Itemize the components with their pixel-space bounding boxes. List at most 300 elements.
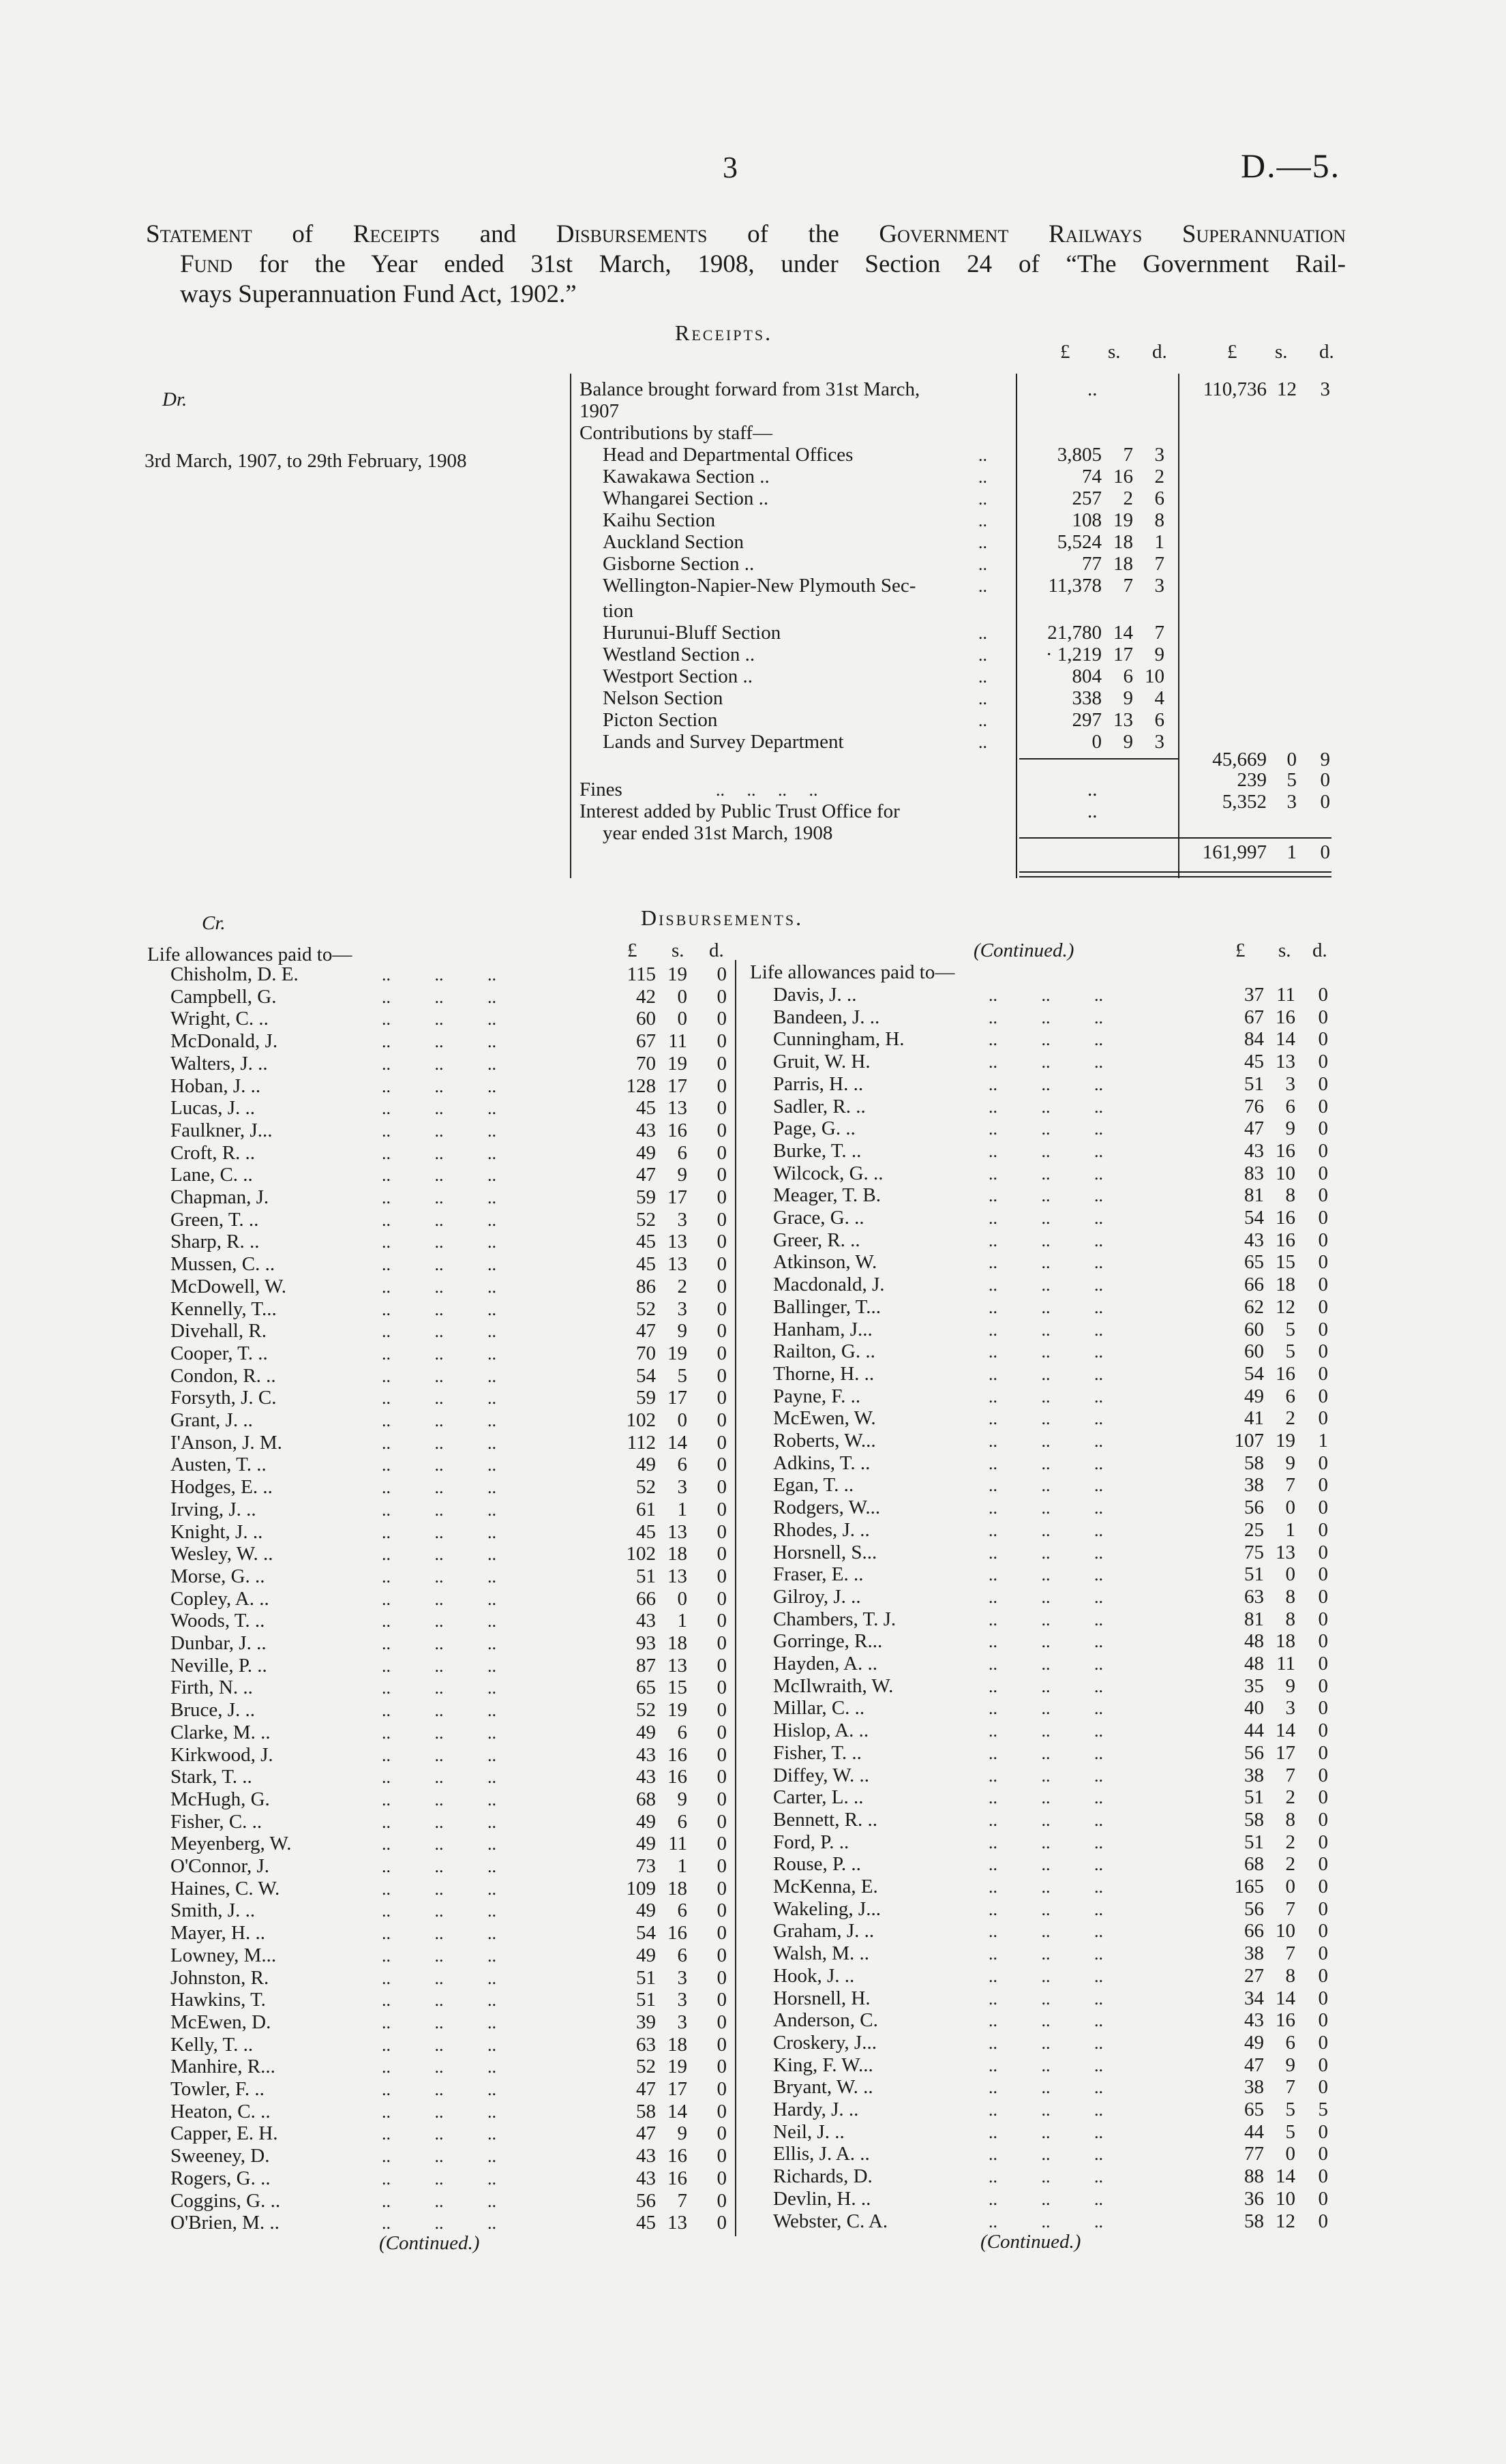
allowance-pounds: 51 [1244,1831,1264,1853]
allowance-pounds: 66 [1244,1920,1264,1942]
allowance-shillings: 7 [1285,2076,1295,2098]
leader-dots: .. .. .. [989,1877,1103,1897]
leader-dots: .. .. .. [989,1743,1103,1763]
allowance-shillings: 3 [677,1967,687,1989]
inner-pound-header: £ [1060,341,1070,363]
allowance-shillings: 3 [677,1209,687,1231]
wnp-continuation: tion [603,600,634,622]
leader-dots: .. .. .. [989,1297,1103,1317]
allowance-name: McDowell, W. [170,1276,286,1297]
allowance-name: Morse, G. .. [170,1565,265,1587]
allowance-name: Lucas, J. .. [170,1097,256,1119]
allowance-name: Walters, J. .. [170,1053,268,1075]
leader-dots: .. .. .. [382,987,496,1007]
allowance-shillings: 18 [1276,1274,1295,1295]
allowance-pounds: 43 [1244,1140,1264,1162]
allowance-pounds: 38 [1244,1474,1264,1496]
allowance-name: Forsyth, J. C. [170,1387,277,1409]
allowance-shillings: 11 [668,1030,687,1052]
allowance-pence: 0 [1318,1608,1328,1630]
leader-dots: .. .. .. [382,1477,496,1497]
allowance-shillings: 10 [1276,1920,1295,1942]
grand-total-shillings: 1 [1286,841,1297,863]
leader-dots: .. .. .. [382,1857,496,1876]
allowance-shillings: 18 [667,2034,687,2056]
contribution-pounds: 11,378 [1048,575,1102,597]
balance-inner-dots: .. [1087,378,1098,400]
allowance-shillings: 13 [667,2212,687,2234]
leader-dots: .. .. .. [382,1834,496,1854]
allowance-pence: 0 [717,1231,727,1252]
allowance-pounds: 27 [1244,1965,1264,1987]
receipts-rule-inner [1016,374,1017,878]
contribution-pence: 3 [1154,444,1164,466]
allowance-pounds: 49 [636,1899,656,1921]
allowance-pence: 0 [1318,1563,1328,1585]
allowance-pence: 0 [1318,1831,1328,1853]
balance-pence: 3 [1320,378,1330,400]
allowance-pence: 0 [1318,1942,1328,1964]
allowance-pence: 0 [717,1142,727,1164]
leader-dots: .. .. .. [382,1656,496,1676]
leader-dots: .. .. .. [989,1610,1103,1629]
allowance-pence: 0 [1318,1407,1328,1429]
allowance-name: Lane, C. .. [170,1164,253,1186]
allowance-shillings: 5 [1285,2099,1295,2120]
contribution-pence: 3 [1154,575,1164,597]
allowance-shillings: 16 [667,1922,687,1944]
leader-dots: .. .. .. [989,1454,1103,1473]
leader-dots: .. .. .. [989,1252,1103,1272]
allowance-shillings: 16 [1276,1006,1295,1028]
allowance-pence: 0 [717,1588,727,1610]
fines-label: Fines [579,779,622,800]
allowance-pence: 0 [1318,1073,1328,1095]
allowance-pence: 0 [1318,1542,1328,1563]
leader-dots: .. .. .. [989,985,1103,1005]
outer-shilling-header: s. [1275,341,1288,363]
contribution-name: Kawakawa Section .. [603,466,770,487]
allowance-pounds: 45 [636,1253,656,1275]
allowance-pounds: 49 [636,1944,656,1966]
leader-dots: .. .. .. [382,1366,496,1386]
allowance-shillings: 5 [1285,1319,1295,1340]
leader-dots: .. .. .. [989,1208,1103,1228]
allowance-pence: 0 [1318,1184,1328,1206]
allowance-pounds: 43 [1244,2009,1264,2031]
inner-pence-header: d. [1152,341,1167,363]
leader-dots: .. .. .. [989,1186,1103,1205]
allowance-pence: 0 [717,1632,727,1654]
leader-dots: .. .. .. [989,2011,1103,2030]
allowance-pounds: 36 [1244,2188,1264,2210]
allowance-pounds: 47 [636,2078,656,2100]
allowance-pounds: 43 [636,2145,656,2167]
outer-pence-header: d. [1319,341,1334,363]
allowance-pounds: 51 [636,1967,656,1989]
allowance-shillings: 14 [1276,1028,1295,1050]
allowance-pounds: 49 [636,1833,656,1854]
contribution-name: Gisborne Section .. [603,553,755,575]
allowance-pounds: 51 [1244,1563,1264,1585]
allowance-pounds: 51 [636,1565,656,1587]
fines-pence: 0 [1320,769,1330,791]
title-line: for the Year ended 31st March, 1908, under Section 24 of “The Government Rail- [258,250,1346,278]
allowance-name: Egan, T. .. [773,1474,854,1496]
allowance-pence: 0 [717,2011,727,2033]
receipts-rule-left [570,374,571,878]
allowance-shillings: 8 [1285,1586,1295,1608]
allowance-pence: 0 [717,1164,727,1186]
allowance-name: Manhire, R... [170,2056,275,2077]
allowance-shillings: 6 [677,1899,687,1921]
allowance-pounds: 48 [1244,1630,1264,1652]
left-continued: (Continued.) [379,2232,480,2254]
leader-dots: .. .. .. [989,1008,1103,1027]
leader-dots: .. .. .. [989,1899,1103,1919]
allowance-pence: 0 [717,1253,727,1275]
allowance-pounds: 51 [1244,1073,1264,1095]
contribution-pounds: 338 [1072,687,1102,709]
leader-dots: .. .. .. [382,2146,496,2166]
allowance-shillings: 16 [1276,2009,1295,2031]
allowance-pounds: 43 [1244,1229,1264,1251]
leader-dots: .. [978,689,987,708]
allowance-pence: 0 [1318,1207,1328,1229]
allowance-name: Knight, J. .. [170,1521,263,1543]
allowance-name: Rhodes, J. .. [773,1519,870,1541]
allowance-pounds: 52 [636,1476,656,1498]
allowance-pence: 0 [717,2167,727,2189]
allowance-name: Adkins, T. .. [773,1452,871,1474]
allowance-pence: 0 [1318,1229,1328,1251]
allowance-pounds: 56 [636,2190,656,2212]
allowance-name: Haines, C. W. [170,1878,280,1899]
leader-dots: .. [978,667,987,687]
allowance-pence: 0 [1318,1965,1328,1987]
allowance-pounds: 61 [636,1499,656,1520]
allowance-pence: 0 [1318,1653,1328,1674]
allowance-pence: 0 [717,1811,727,1833]
allowance-shillings: 6 [1285,1385,1295,1407]
left-pound-header: £ [627,940,637,961]
allowance-pence: 0 [717,2190,727,2212]
allowance-pounds: 35 [1244,1675,1264,1697]
allowance-pounds: 60 [1244,1340,1264,1362]
contribution-pence: 7 [1154,622,1164,644]
allowance-pounds: 58 [1244,2210,1264,2232]
leader-dots: .. .. .. [989,1275,1103,1295]
contribution-shillings: 19 [1113,509,1133,531]
allowance-pounds: 58 [1244,1452,1264,1474]
allowance-pounds: 25 [1244,1519,1264,1541]
allowance-shillings: 13 [1276,1542,1295,1563]
allowance-pounds: 38 [1244,1942,1264,1964]
allowance-name: Chapman, J. [170,1186,269,1208]
leader-dots: .. .. .. [989,1654,1103,1674]
allowance-pounds: 42 [636,986,656,1008]
allowance-name: Sharp, R. .. [170,1231,260,1252]
leader-dots: .. .. .. [382,2191,496,2211]
allowance-pounds: 56 [1244,1898,1264,1920]
leader-dots: .. [978,489,987,509]
allowance-shillings: 16 [1276,1363,1295,1385]
contribution-pence: 9 [1154,644,1164,665]
allowance-pence: 0 [1318,2032,1328,2054]
contribution-pounds: 297 [1072,709,1102,731]
allowance-pence: 0 [717,1298,727,1320]
allowance-shillings: 6 [677,1454,687,1475]
leader-dots: .. .. .. [989,1543,1103,1563]
contribution-pounds: 21,780 [1047,622,1102,644]
leader-dots: .. .. .. [382,1544,496,1564]
allowance-pence: 0 [1318,1987,1328,2009]
contribution-name: Lands and Survey Department [603,731,844,753]
allowance-pence: 0 [1318,1697,1328,1719]
allowance-shillings: 19 [667,1342,687,1364]
leader-dots: .. [978,554,987,574]
allowance-name: Horsnell, H. [773,1987,871,2009]
allowance-name: Kirkwood, J. [170,1744,273,1766]
allowance-pounds: 47 [636,1320,656,1342]
leader-dots: .. .. .. [382,1232,496,1252]
allowance-pence: 0 [1318,1319,1328,1340]
allowance-pounds: 102 [626,1409,656,1431]
allowance-pence: 0 [1318,1096,1328,1117]
allowance-pence: 0 [717,1030,727,1052]
interest-pounds: 5,352 [1222,791,1267,813]
title-word: and [479,220,517,248]
allowance-shillings: 19 [667,1699,687,1721]
allowance-pounds: 38 [1244,2076,1264,2098]
allowance-name: Ballinger, T... [773,1296,882,1318]
allowance-pounds: 102 [626,1543,656,1565]
allowance-shillings: 3 [677,1476,687,1498]
allowance-pounds: 45 [636,1521,656,1543]
allowance-shillings: 2 [1285,1786,1295,1808]
allowance-name: Grant, J. .. [170,1409,253,1431]
contribution-name: Wellington-Napier-New Plymouth Sec- [603,575,916,597]
allowance-pence: 0 [717,1766,727,1788]
leader-dots: .. .. .. [989,1989,1103,2009]
leader-dots: .. .. .. [989,2212,1103,2232]
allowance-pence: 0 [1318,1274,1328,1295]
contribution-shillings: 14 [1113,622,1133,644]
allowance-name: Millar, C. .. [773,1697,865,1719]
allowance-pounds: 128 [626,1075,656,1097]
contribution-pounds: · 1,219 [1045,644,1102,665]
leader-dots: .. .. .. [989,1565,1103,1584]
allowance-pence: 0 [717,1432,727,1454]
allowance-pounds: 52 [636,2056,656,2077]
leader-dots: .. .. .. [382,1098,496,1118]
allowance-name: Smith, J. .. [170,1899,256,1921]
leader-dots: .. .. .. [382,2057,496,2077]
fines-shillings: 5 [1286,769,1297,791]
allowance-pounds: 51 [636,1989,656,2011]
grand-total-pounds: 161,997 [1202,841,1267,863]
allowance-shillings: 9 [677,1320,687,1342]
allowance-name: Bryant, W. .. [773,2076,873,2098]
allowance-pence: 0 [717,1097,727,1119]
allowance-pounds: 54 [1244,1207,1264,1229]
allowance-pounds: 49 [636,1142,656,1164]
allowance-pounds: 86 [636,1276,656,1297]
grand-total-rule-bottom-1 [1019,871,1331,873]
allowance-shillings: 12 [1276,1296,1295,1318]
contribution-pence: 2 [1154,466,1164,487]
allowance-pounds: 34 [1244,1987,1264,2009]
allowance-pence: 0 [717,1655,727,1677]
allowance-shillings: 3 [1285,1697,1295,1719]
allowance-shillings: 5 [677,1365,687,1387]
allowance-pence: 0 [717,1008,727,1030]
leader-dots: .. .. .. [382,1767,496,1787]
allowance-pence: 0 [1318,1340,1328,1362]
leader-dots: .. .. .. [989,1854,1103,1874]
leader-dots: .. .. .. [989,1320,1103,1340]
allowance-shillings: 13 [667,1521,687,1543]
allowance-name: Stark, T. .. [170,1766,252,1788]
allowance-name: Gorringe, R... [773,1630,883,1652]
allowance-pence: 0 [1318,1162,1328,1184]
allowance-pounds: 43 [636,1766,656,1788]
leader-dots: .. .. .. [382,2124,496,2144]
allowance-name: Green, T. .. [170,1209,259,1231]
leader-dots: .. .. .. [989,1587,1103,1607]
allowance-pence: 0 [717,1922,727,1944]
allowance-pounds: 54 [1244,1363,1264,1385]
allowance-pounds: 40 [1244,1697,1264,1719]
balance-pounds: 110,736 [1203,378,1267,400]
allowance-name: Devlin, H. .. [773,2188,871,2210]
leader-dots: .. .. .. [989,2144,1103,2164]
leader-dots: .. .. .. [382,1879,496,1899]
allowance-shillings: 16 [667,1766,687,1788]
allowance-shillings: 14 [1276,2165,1295,2187]
allowance-shillings: 7 [1285,1764,1295,1786]
allowance-pence: 0 [717,1387,727,1409]
leader-dots: .. .. .. [382,1522,496,1542]
allowance-pounds: 47 [1244,2054,1264,2076]
allowance-pence: 0 [717,2101,727,2122]
allowance-name: Kelly, T. .. [170,2034,254,2056]
contribution-name: Westport Section .. [603,665,753,687]
allowance-shillings: 0 [677,1008,687,1030]
allowance-name: Gruit, W. H. [773,1051,871,1072]
allowance-pence: 0 [1318,1764,1328,1786]
allowance-shillings: 14 [667,2101,687,2122]
allowance-pence: 0 [1318,1452,1328,1474]
allowance-shillings: 14 [1276,1719,1295,1741]
leader-dots: .. .. .. [989,1677,1103,1696]
contribution-shillings: 9 [1123,687,1133,709]
allowance-pence: 0 [717,1722,727,1743]
allowance-shillings: 17 [667,1075,687,1097]
interest-inner-dots: .. [1087,800,1098,822]
allowance-pounds: 77 [1244,2143,1264,2165]
allowance-shillings: 7 [1285,1474,1295,1496]
allowance-name: Greer, R. .. [773,1229,860,1251]
contribution-pounds: 77 [1082,553,1102,575]
allowance-name: Kennelly, T... [170,1298,277,1320]
allowance-shillings: 3 [677,1298,687,1320]
allowance-shillings: 19 [667,2056,687,2077]
allowance-pounds: 56 [1244,1497,1264,1518]
allowance-pounds: 65 [1244,1251,1264,1273]
allowance-name: Meyenberg, W. [170,1833,292,1854]
allowance-name: McKenna, E. [773,1876,878,1897]
allowance-pounds: 45 [636,2212,656,2234]
allowance-name: Grace, G. .. [773,1207,864,1229]
allowance-pence: 0 [1318,1385,1328,1407]
allowance-pounds: 54 [636,1365,656,1387]
allowance-pence: 0 [1318,1786,1328,1808]
allowance-pounds: 47 [636,1164,656,1186]
leader-dots: .. .. .. [382,1634,496,1653]
allowance-shillings: 18 [667,1543,687,1565]
allowance-pence: 0 [1318,1920,1328,1942]
allowance-pounds: 59 [636,1186,656,1208]
leader-dots: .. .. .. [989,1833,1103,1852]
allowance-name: Ford, P. .. [773,1831,849,1853]
leader-dots: .. .. .. [989,1698,1103,1718]
allowance-name: Wright, C. .. [170,1008,269,1030]
allowance-pounds: 83 [1244,1162,1264,1184]
allowance-pence: 0 [1318,1630,1328,1652]
allowance-name: Bennett, R. .. [773,1809,878,1831]
leader-dots: .. .. .. [989,1721,1103,1741]
leader-dots: .. [978,732,987,752]
leader-dots: .. .. .. [989,1520,1103,1540]
contribution-pence: 8 [1154,509,1164,531]
leader-dots: .. .. .. [382,1054,496,1074]
title-word: Disbursements [556,220,708,248]
allowance-pounds: 58 [636,2101,656,2122]
leader-dots: .. .. .. [382,1455,496,1475]
allowance-pence: 0 [717,1744,727,1766]
contrib-subtotal-rule [1019,758,1178,760]
allowance-pounds: 67 [1244,1006,1264,1028]
allowance-shillings: 3 [1285,1073,1295,1095]
allowance-shillings: 16 [667,1120,687,1141]
allowance-pence: 0 [717,1899,727,1921]
allowance-pounds: 44 [1244,1719,1264,1741]
contribution-shillings: 17 [1113,644,1133,665]
allowance-name: O'Connor, J. [170,1855,270,1877]
leader-dots: .. .. .. [989,1231,1103,1250]
allowance-pence: 0 [1318,1719,1328,1741]
allowance-name: Parris, H. .. [773,1073,864,1095]
allowance-pounds: 70 [636,1342,656,1364]
leader-dots: .. .. .. [989,2056,1103,2075]
contribution-shillings: 2 [1123,487,1133,509]
leader-dots: .. .. .. [382,1790,496,1809]
leader-dots: .. .. .. [382,1700,496,1720]
allowance-name: Johnston, R. [170,1967,269,1989]
allowance-pounds: 70 [636,1053,656,1075]
allowance-pounds: 43 [636,1744,656,1766]
allowance-name: Payne, F. .. [773,1385,861,1407]
contribution-name: Head and Departmental Offices [603,444,854,466]
allowance-shillings: 7 [677,2190,687,2212]
leader-dots: .. .. .. [989,1966,1103,1986]
allowance-pounds: 112 [627,1432,656,1454]
left-pence-header: d. [709,940,724,961]
leader-dots: .. .. .. [382,1433,496,1453]
allowance-pounds: 49 [636,1811,656,1833]
allowance-pence: 0 [1318,1006,1328,1028]
